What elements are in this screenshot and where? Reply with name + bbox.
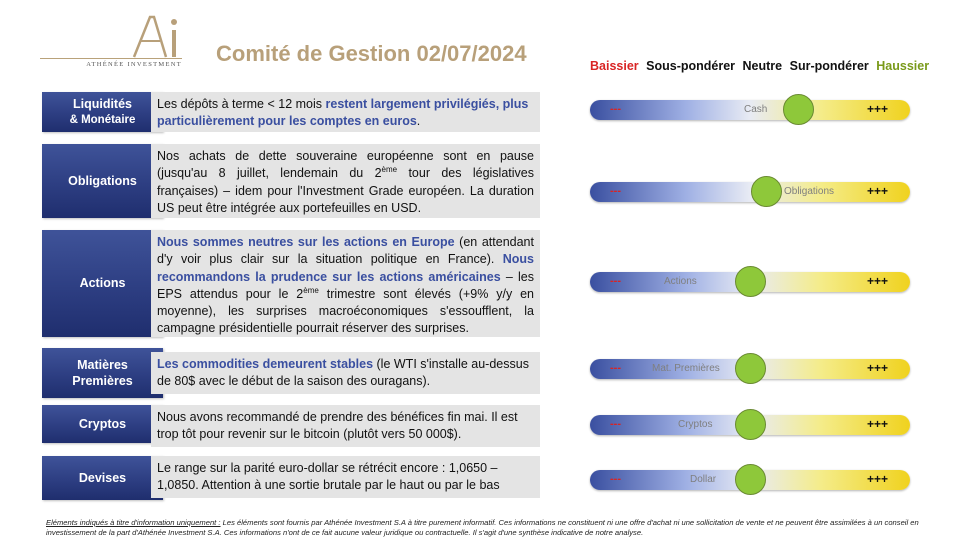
text-part: (en attendant d'y voir plus clair sur la situation politique en France). xyxy=(157,235,534,267)
category-label: Devises xyxy=(78,470,127,485)
slider-matieres-premieres xyxy=(590,357,910,381)
text-superscript: ème xyxy=(303,285,319,295)
slider-plus: +++ xyxy=(866,274,888,288)
slider-track xyxy=(590,182,910,202)
text-part: – les EPS attendus pour le 2 xyxy=(157,269,534,301)
text-part: . xyxy=(416,114,421,129)
category-matieres-premieres xyxy=(42,348,163,398)
slider-minus: --- xyxy=(610,418,621,430)
category-devises xyxy=(42,456,163,500)
disclaimer-body: Les éléments sont fournis par Athénée Investment S.A à titre purement informatif. Ces informations ne constituent ni une offre d'achat ni une sollicitation de vente et ne peuvent être assimilées à un conseil en investissement de la part d'Athénée Investment S.A. Ces informations n'ont de ce fait aucune valeur juridique ou contractuelle. Il s'agit d'une synthèse indicative de notre analyse. xyxy=(46,518,919,538)
page-title: Comité de Gestion 02/07/2024 xyxy=(216,41,527,66)
text-part: Le range sur la parité euro-dollar se rétrécit encore : 1,0650 – 1,0850. Attention à une sortie brutale par le haut ou par le bas xyxy=(157,461,500,493)
slider-knob xyxy=(735,353,766,384)
comment-devises xyxy=(151,456,540,498)
slider-label: Mat. Premières xyxy=(652,363,720,374)
logo-underline xyxy=(40,58,182,59)
athenee-logo xyxy=(40,14,182,70)
slider-cryptos xyxy=(590,413,910,437)
text-part: Nos achats de dette souveraine européenne sont en pause (jusqu'au 8 juillet, lendemain du 2 xyxy=(157,149,534,181)
slider-label: Cash xyxy=(744,104,768,115)
category-label: Matières xyxy=(77,357,128,372)
comment-actions xyxy=(151,230,540,337)
comment-obligations xyxy=(151,144,540,218)
text-part: Nous avons recommandé de prendre des bénéfices fin mai. Il est trop tôt pour revenir sur le bitcoin (plutôt vers 50 000$). xyxy=(157,410,518,442)
slider-label: Obligations xyxy=(784,186,835,197)
category-liquidites xyxy=(42,92,163,132)
category-actions xyxy=(42,230,163,337)
text-superscript: ème xyxy=(381,165,398,175)
slider-knob xyxy=(735,409,766,440)
disclaimer-lead: Eléments indiqués à titre d'information uniquement : xyxy=(46,518,221,527)
logo-mark-icon xyxy=(130,14,182,58)
slider-plus: +++ xyxy=(866,184,888,198)
category-sublabel: & Monétaire xyxy=(69,113,136,126)
logo-text: ATHÉNÉE INVESTMENT xyxy=(86,61,182,68)
text-highlight: Nous recommandons la prudence sur les actions américaines xyxy=(157,252,534,284)
text-highlight: Nous sommes neutres sur les actions en Europe xyxy=(157,235,455,249)
text-highlight: restent largement privilégiés, plus particulièrement pour les comptes en euros xyxy=(157,97,529,129)
text-part: (le WTI s'installe au-dessus de 80$ avec le début de la saison des ouragans). xyxy=(157,357,529,389)
slider-dollar xyxy=(590,468,910,492)
comment-cryptos xyxy=(151,405,540,447)
text-part: trimestre sont élevés (+9% y/y en moyenne), les surprises macroéconomiques s'essoufflent, la campagne présidentielle pourrait réserver des surprises. xyxy=(157,286,534,336)
comment-matieres-premieres xyxy=(151,352,540,394)
slider-actions xyxy=(590,270,910,294)
legend-neutral: Neutre xyxy=(742,59,783,73)
category-label: Cryptos xyxy=(78,416,127,431)
slider-minus: --- xyxy=(610,185,621,197)
legend-underweight: Sous-pondérer xyxy=(646,59,736,73)
disclaimer xyxy=(46,518,936,539)
slider-minus: --- xyxy=(610,103,621,115)
slider-label: Cryptos xyxy=(678,419,713,430)
legend-bearish: Baissier xyxy=(590,59,639,73)
legend-overweight: Sur-pondérer xyxy=(789,59,869,73)
slider-knob xyxy=(735,266,766,297)
slider-obligations xyxy=(590,180,910,204)
slider-minus: --- xyxy=(610,473,621,485)
slider-plus: +++ xyxy=(866,472,888,486)
text-highlight: Les commodities demeurent stables xyxy=(157,357,374,371)
slider-knob xyxy=(735,464,766,495)
category-cryptos xyxy=(42,405,163,443)
category-label: Actions xyxy=(79,276,126,291)
text-part: Les dépôts à terme < 12 mois xyxy=(157,97,326,111)
slider-cash xyxy=(590,98,910,122)
scale-legend xyxy=(590,59,933,73)
slider-minus: --- xyxy=(610,275,621,287)
category-sublabel: Premières xyxy=(72,374,133,388)
category-label: Obligations xyxy=(68,173,137,188)
slider-knob xyxy=(783,94,814,125)
category-label: Liquidités xyxy=(72,97,132,112)
slider-knob xyxy=(751,176,782,207)
slider-plus: +++ xyxy=(866,361,888,375)
text-part: tour des législatives françaises) – idem pour l'Investment Grade européen. La duration US peut être intégrée aux portefeuilles en USD. xyxy=(157,166,534,215)
slider-label: Actions xyxy=(664,276,697,287)
slider-plus: +++ xyxy=(866,417,888,431)
slider-label: Dollar xyxy=(690,474,717,485)
legend-bullish: Haussier xyxy=(876,59,930,73)
slider-plus: +++ xyxy=(866,102,888,116)
category-obligations xyxy=(42,144,163,218)
slider-minus: --- xyxy=(610,362,621,374)
comment-liquidites xyxy=(151,92,540,132)
